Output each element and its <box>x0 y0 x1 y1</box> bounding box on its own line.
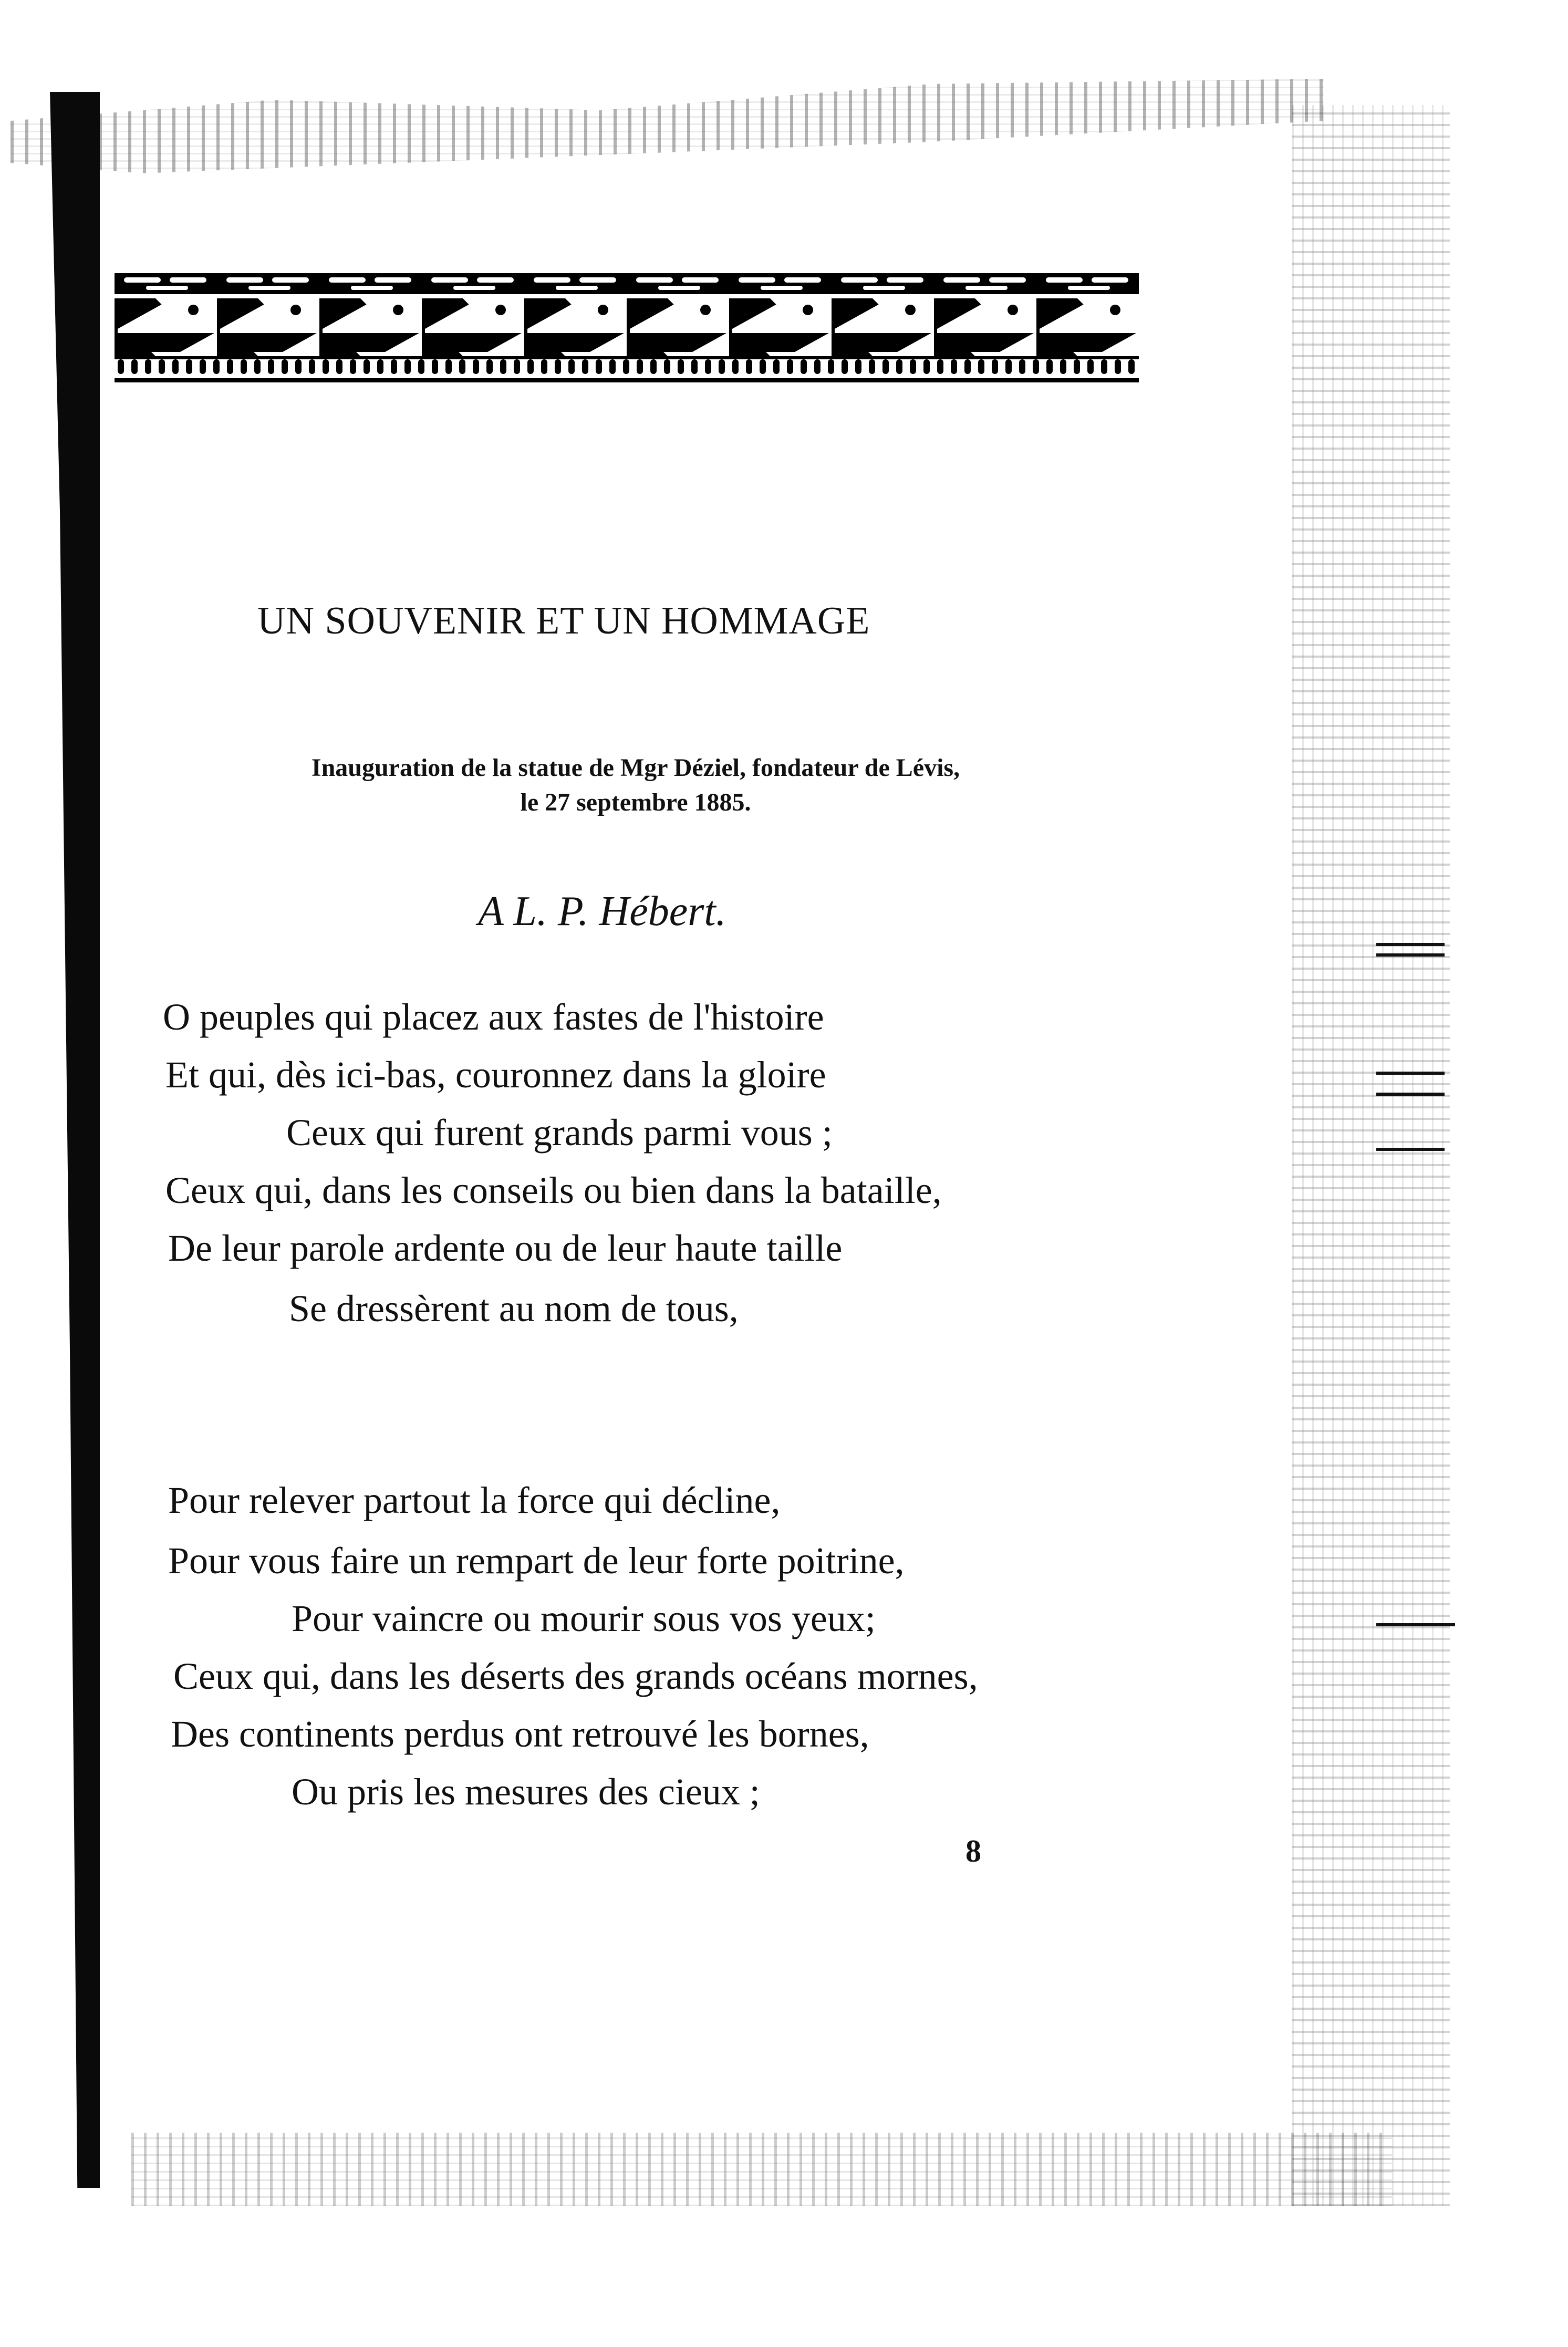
binding-shadow <box>50 92 100 2188</box>
verse-line: Ceux qui furent grands parmi vous ; <box>286 1112 833 1154</box>
verse-line: Pour relever partout la force qui décline, <box>168 1479 781 1521</box>
subtitle-line-2: le 27 septembre 1885. <box>520 788 751 816</box>
verse-line: Et qui, dès ici-bas, couronnez dans la gloire <box>165 1054 826 1096</box>
scan-rule <box>1376 1148 1445 1151</box>
scan-rule <box>1376 953 1445 957</box>
scan-rule <box>1376 943 1445 946</box>
verse-line: Se dressèrent au nom de tous, <box>289 1287 739 1330</box>
ornamental-header-band <box>115 273 1139 386</box>
verse-line: Ou pris les mesures des cieux ; <box>292 1771 760 1813</box>
dedication: A L. P. Hébert. <box>478 888 726 934</box>
scan-rule <box>1376 1072 1445 1075</box>
scan-artifact-top <box>11 79 1324 184</box>
verse-line: De leur parole ardente ou de leur haute taille <box>168 1227 843 1269</box>
ornament-tile-row <box>115 298 1139 356</box>
verse-line: O peuples qui placez aux fastes de l'histoire <box>163 996 824 1038</box>
verse-line: Ceux qui, dans les déserts des grands océans mornes, <box>173 1655 978 1697</box>
scan-artifact-bottom <box>131 2133 1392 2206</box>
subtitle-line-1: Inauguration de la statue de Mgr Déziel, fondateur de Lévis, <box>311 754 960 782</box>
scan-artifact-right <box>1292 105 1450 2206</box>
ornament-chain-row <box>115 273 1139 294</box>
verse-line: Pour vous faire un rempart de leur forte poitrine, <box>168 1540 905 1582</box>
scan-rule <box>1376 1093 1445 1096</box>
scan-rule <box>1376 1623 1455 1626</box>
page-title: UN SOUVENIR ET UN HOMMAGE <box>257 599 870 642</box>
verse-line: Ceux qui, dans les conseils ou bien dans la bataille, <box>165 1169 942 1211</box>
ornament-fringe-row <box>115 356 1139 382</box>
verse-line: Des continents perdus ont retrouvé les bornes, <box>171 1713 869 1755</box>
page-number: 8 <box>965 1834 981 1868</box>
verse-line: Pour vaincre ou mourir sous vos yeux; <box>292 1597 876 1639</box>
